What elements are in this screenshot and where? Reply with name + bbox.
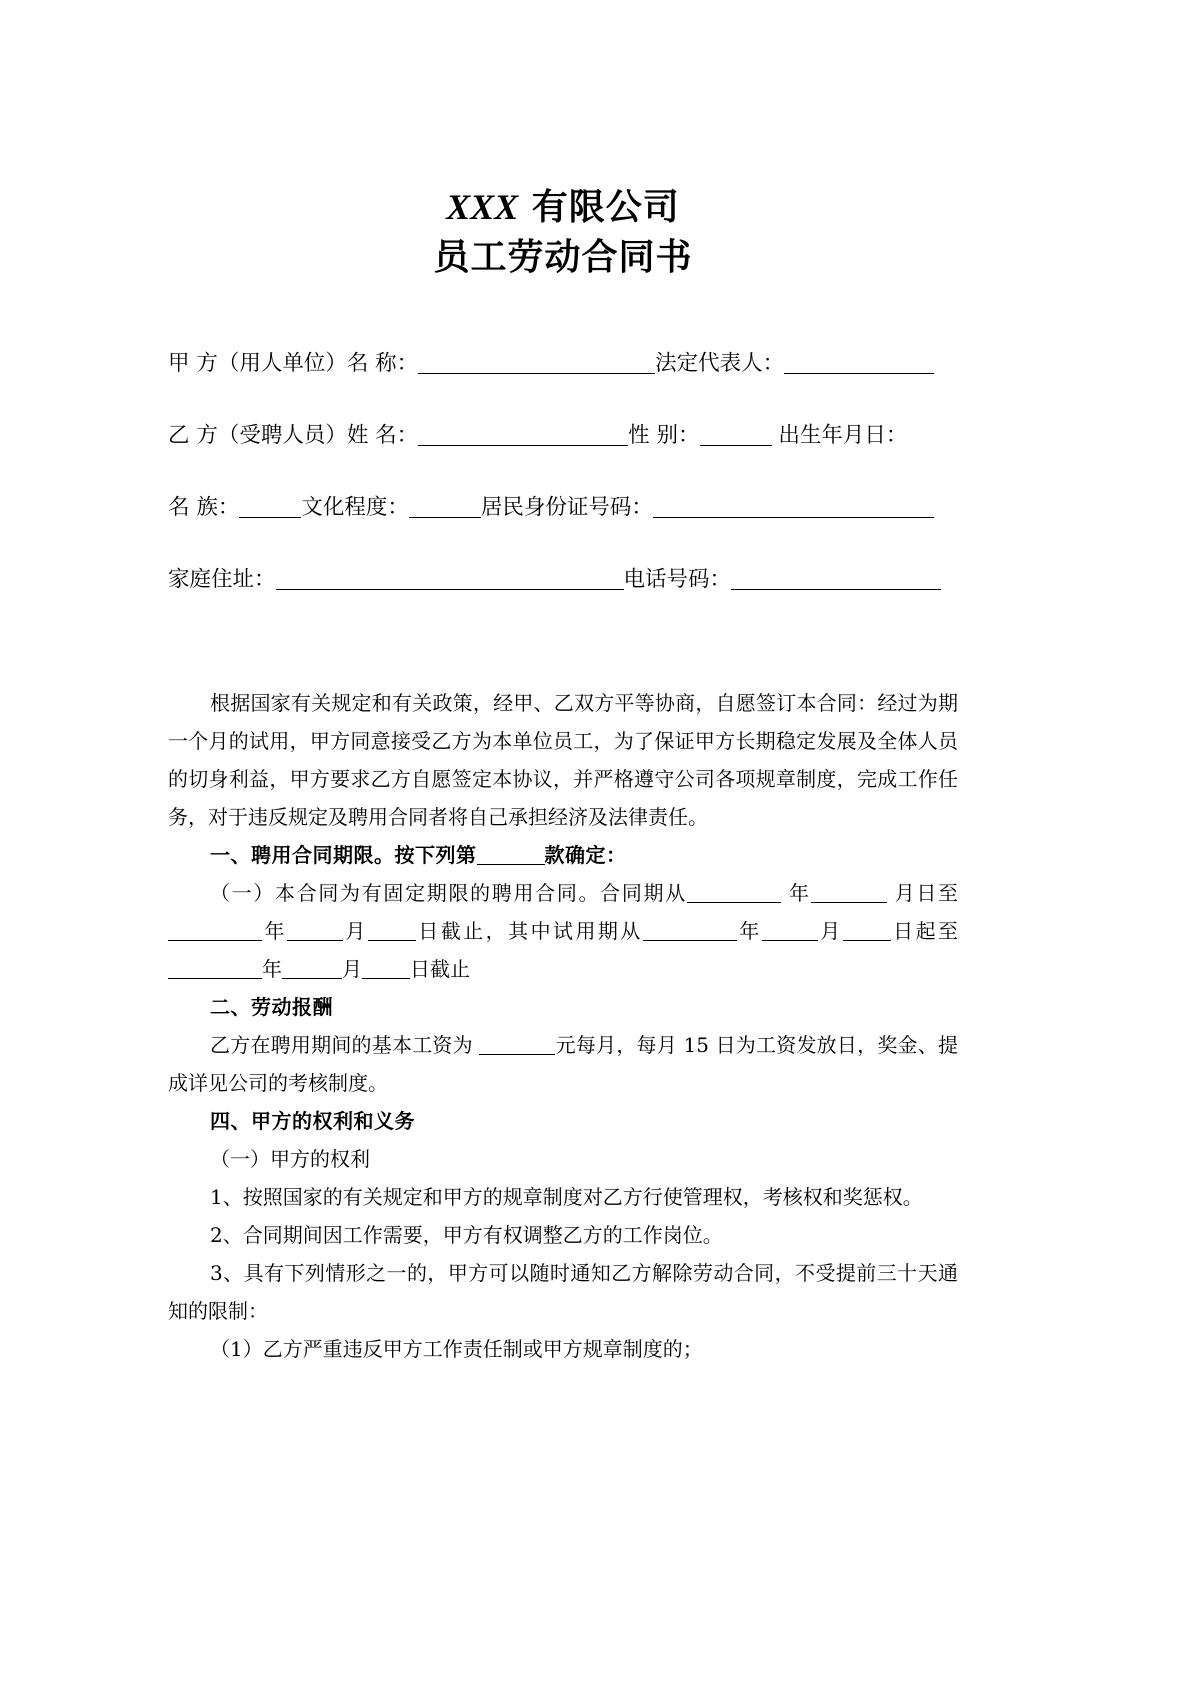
s1-i1-text-f: 月 <box>342 919 368 943</box>
title-line-contract: 员工劳动合同书 <box>433 236 693 278</box>
s1-i1-text-j: 日起至 <box>890 919 959 943</box>
input-start-year[interactable] <box>687 885 781 903</box>
field-row-ethnicity <box>168 472 958 544</box>
title-company-suffix: 有限公司 <box>531 186 680 228</box>
section-1-item-1 <box>168 874 958 988</box>
label-phone-number: 电话号码： <box>623 567 732 592</box>
label-ethnicity: 名 族： <box>168 495 240 520</box>
input-probation-end-year[interactable] <box>168 961 262 979</box>
label-birth-date: 出生年月日： <box>778 423 908 448</box>
s1-i1-text-a: （一）本合同为有固定期限的聘用合同。合同期从 <box>210 881 687 905</box>
input-end-year[interactable] <box>168 923 262 941</box>
input-end-month[interactable] <box>287 923 343 941</box>
document-content <box>168 0 958 1368</box>
section-4-item-3-sub-1: （1）乙方严重违反甲方工作责任制或甲方规章制度的； <box>210 1337 703 1361</box>
field-row-party-b <box>168 400 958 472</box>
s1-i1-text-c: 月 <box>894 881 917 905</box>
label-education: 文化程度： <box>301 495 409 520</box>
input-probation-start-year[interactable] <box>643 923 737 941</box>
input-section-1-clause[interactable] <box>477 847 545 865</box>
label-party-a-name: 甲 方（用人单位）名 称： <box>168 351 419 376</box>
input-start-month[interactable] <box>811 885 887 903</box>
input-probation-start-day[interactable] <box>843 923 891 941</box>
label-party-b-name: 乙 方（受聘人员）姓 名： <box>168 423 419 448</box>
s1-i1-text-m: 日截止 <box>410 957 470 981</box>
s1-i1-text-g: 日截止，其中试用期从 <box>415 919 643 943</box>
input-end-day[interactable] <box>368 923 416 941</box>
form-fields-block <box>168 328 958 616</box>
input-gender[interactable] <box>700 425 772 446</box>
label-home-address: 家庭住址： <box>168 567 276 592</box>
document-body <box>168 684 958 1368</box>
input-base-salary[interactable] <box>479 1037 555 1055</box>
section-1-heading-text-a: 一、聘用合同期限。按下列第 <box>210 843 477 867</box>
section-4-item-3: 3、具有下列情形之一的，甲方可以随时通知乙方解除劳动合同，不受提前三十天通知的限制： <box>168 1261 958 1323</box>
input-party-a-name[interactable] <box>418 353 655 374</box>
input-probation-end-month[interactable] <box>282 961 342 979</box>
field-row-party-a <box>168 328 958 400</box>
section-4-item-2: 2、合同期间因工作需要，甲方有权调整乙方的工作岗位。 <box>210 1223 723 1247</box>
input-phone-number[interactable] <box>731 569 941 590</box>
input-home-address[interactable] <box>276 569 624 590</box>
s1-i1-text-l: 月 <box>342 957 362 981</box>
section-4-sub-1: （一）甲方的权利 <box>210 1147 370 1171</box>
field-row-address <box>168 544 958 616</box>
section-2-text <box>168 1026 958 1102</box>
section-2-heading: 二、劳动报酬 <box>210 995 333 1019</box>
document-title-block <box>168 182 958 282</box>
input-probation-end-day[interactable] <box>362 961 410 979</box>
label-gender: 性 别： <box>628 423 700 448</box>
s1-i1-text-h: 年 <box>736 919 762 943</box>
preamble-paragraph: 根据国家有关规定和有关政策，经甲、乙双方平等协商，自愿签订本合同：经过为期一个月的试用，甲方同意接受乙方为本单位员工，为了保证甲方长期稳定发展及全体人员的切身利益，甲方要求乙方自愿签定本协议，并严格遵守公司各项规章制度，完成工作任务，对于违反规定及聘用合同者将自己承担经济及法律责任。 <box>168 691 958 829</box>
title-line-company <box>168 182 958 232</box>
s1-i1-text-i: 月 <box>817 919 843 943</box>
section-1-heading <box>168 836 958 874</box>
label-id-number: 居民身份证号码： <box>480 495 653 520</box>
input-party-b-name[interactable] <box>418 425 628 446</box>
input-probation-start-month[interactable] <box>762 923 818 941</box>
s1-i1-text-b: 年 <box>788 881 811 905</box>
s1-i1-text-e: 年 <box>262 919 287 943</box>
input-legal-representative[interactable] <box>784 353 934 374</box>
section-4-item-1: 1、按照国家的有关规定和甲方的规章制度对乙方行使管理权，考核权和奖惩权。 <box>210 1185 923 1209</box>
section-1-heading-text-b: 款确定： <box>544 843 627 867</box>
s1-i1-text-k: 年 <box>262 957 282 981</box>
label-legal-representative: 法定代表人： <box>655 351 785 376</box>
input-ethnicity[interactable] <box>239 497 301 518</box>
input-education[interactable] <box>409 497 481 518</box>
s2-text-b: 元每月，每月 15 日为工资发放日，奖金、提成详见公司的考核制度。 <box>168 1033 958 1095</box>
s1-i1-text-d: 日至 <box>916 881 959 905</box>
title-company-placeholder: XXX <box>446 187 519 227</box>
section-4-heading: 四、甲方的权利和义务 <box>210 1109 415 1133</box>
s2-text-a: 乙方在聘用期间的基本工资为 <box>210 1033 473 1057</box>
input-id-number[interactable] <box>653 497 934 518</box>
